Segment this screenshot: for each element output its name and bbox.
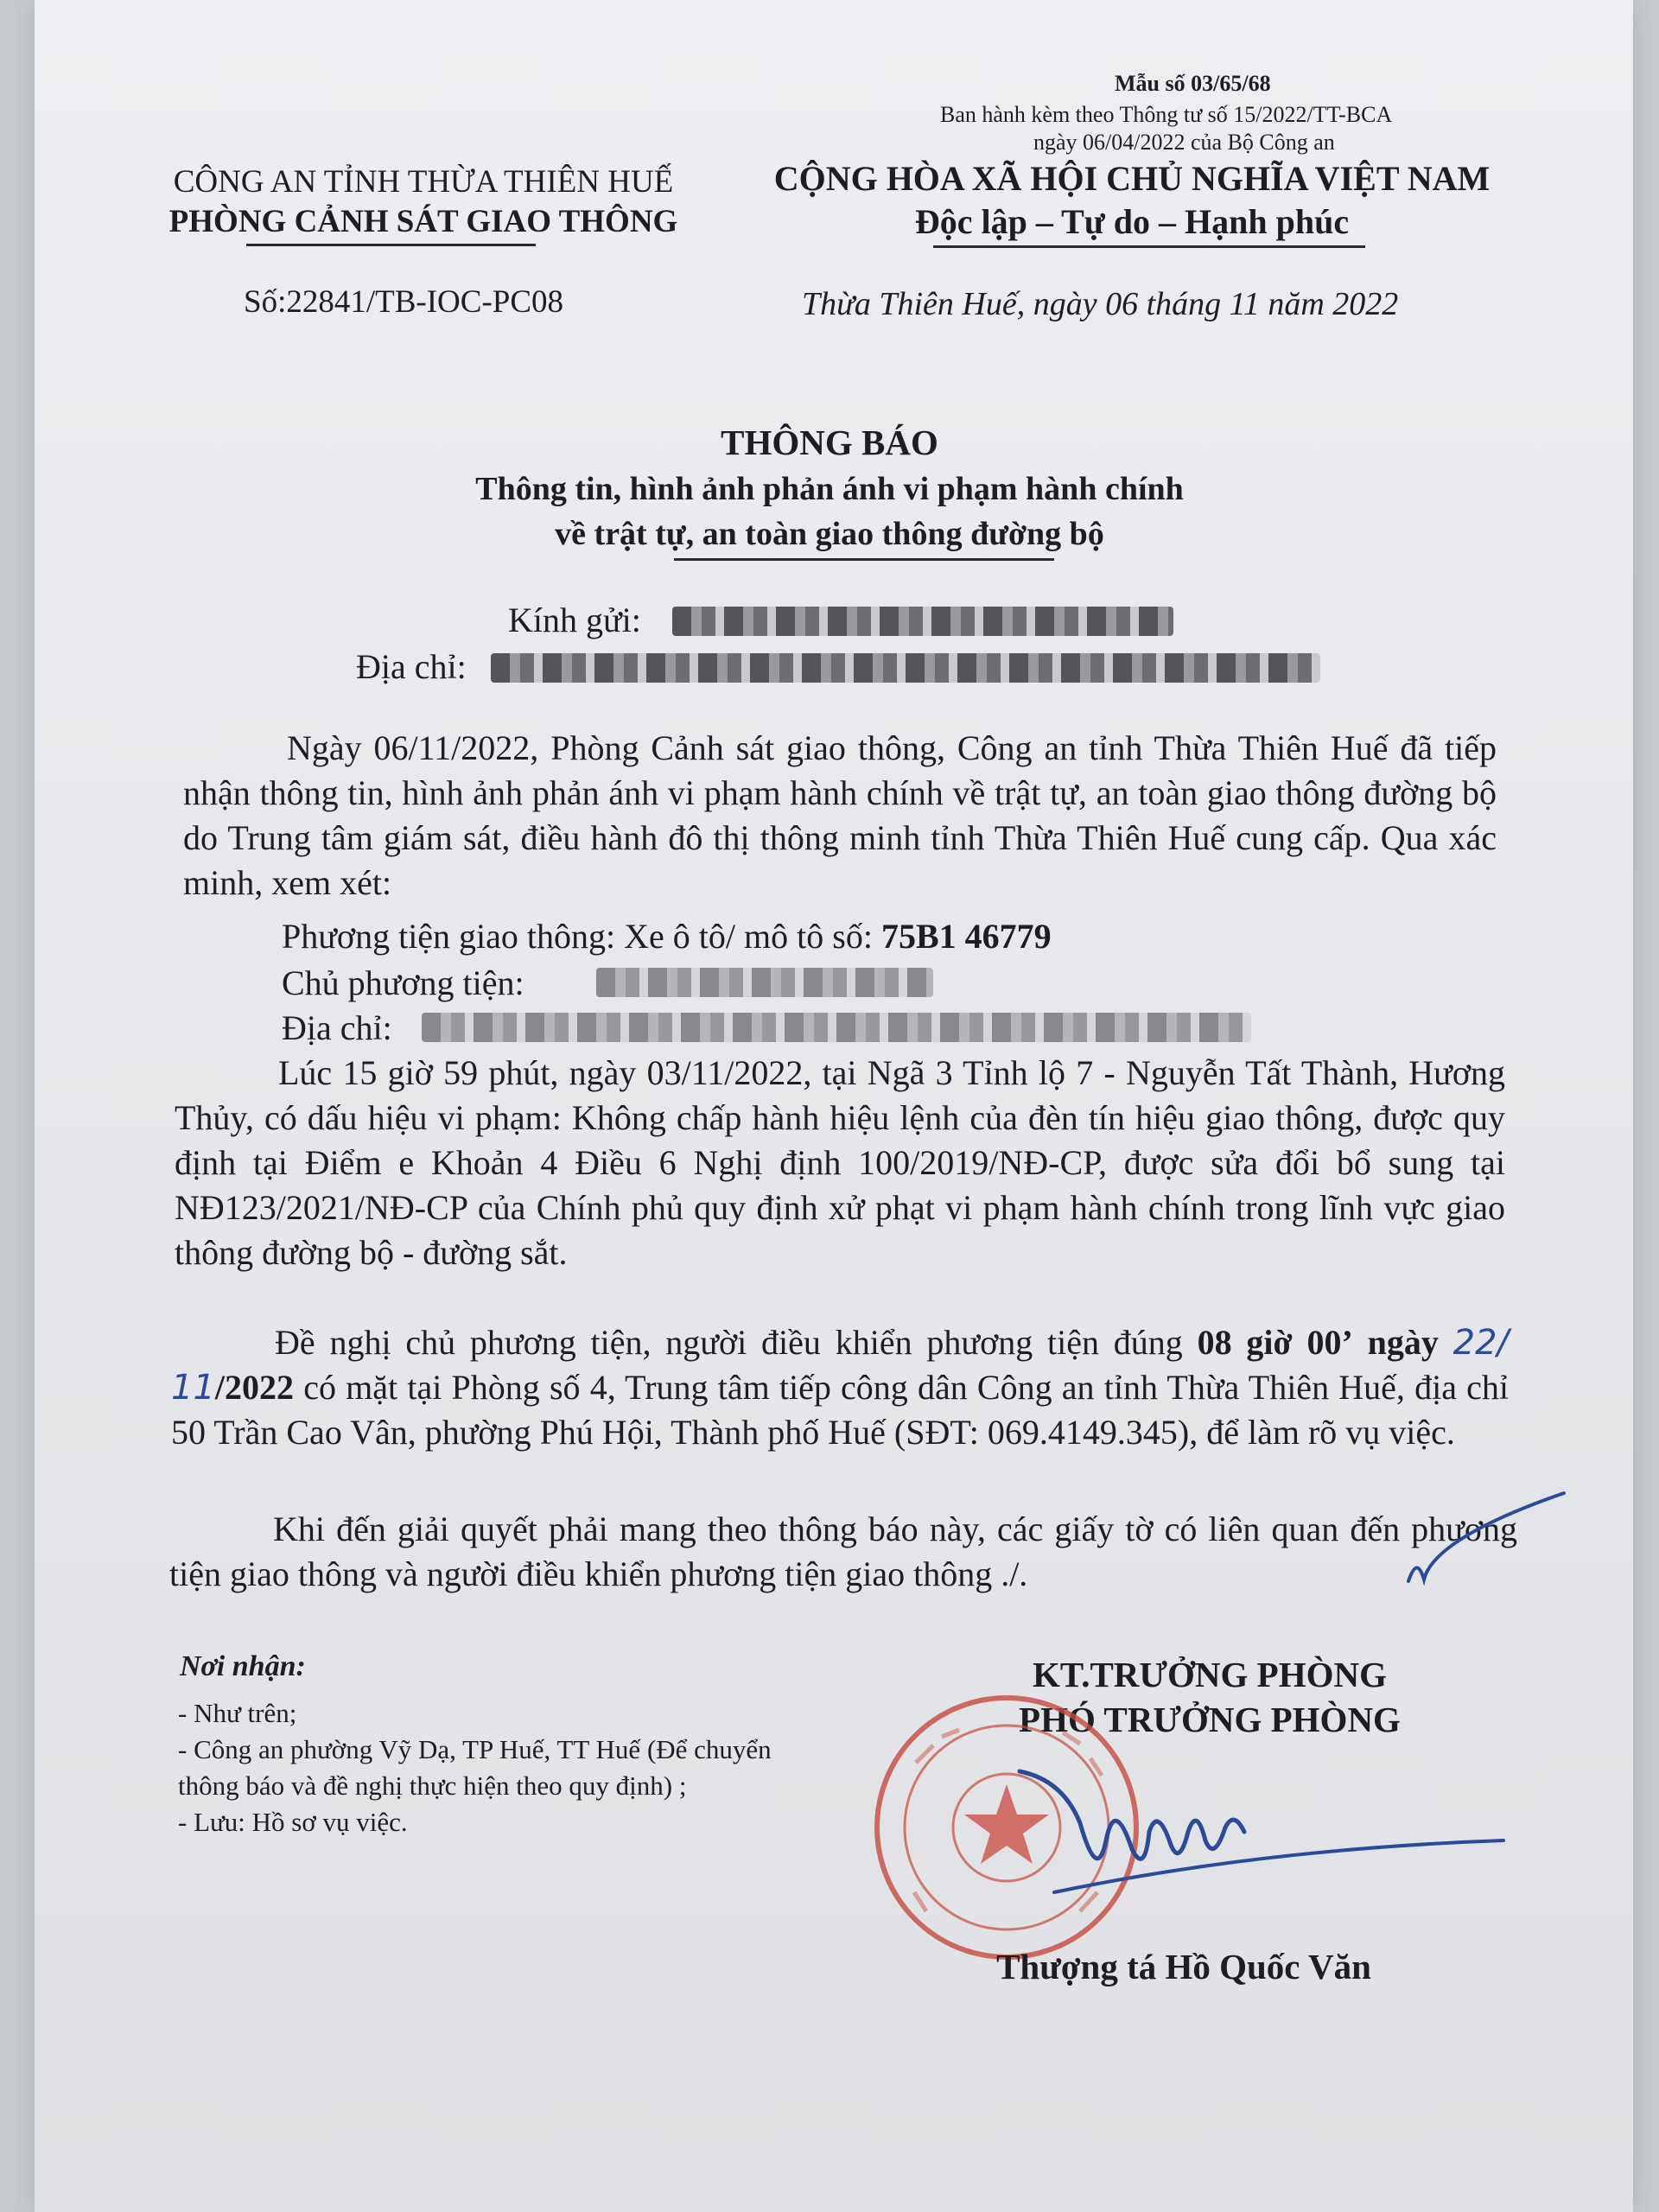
summons-intro: Đề nghị chủ phương tiện, người điều khiển phương tiện đúng [275,1323,1183,1362]
paragraph-requirements [169,1507,1517,1597]
summons-day-label: ngày [1367,1323,1439,1362]
document-number: Số:22841/TB-IOC-PC08 [244,284,564,320]
form-note-line-2: ngày 06/04/2022 của Bộ Công an [1033,130,1335,155]
redacted-owner-address [422,1013,1251,1042]
issuing-agency [130,162,717,242]
handwritten-date: 22/ 11 [171,1323,1510,1408]
document-subtitle [0,467,1659,556]
title-underline [674,558,1054,561]
redacted-owner-name [596,968,933,997]
summons-year: /2022 [214,1368,295,1407]
handwritten-check-mark [1382,1486,1573,1607]
national-motto: Độc lập – Tự do – Hạnh phúc [914,202,1350,241]
agency-underline [246,244,536,246]
place-and-date: Thừa Thiên Huế, ngày 06 tháng 11 năm 2022 [802,286,1399,322]
license-plate: 75B1 46779 [880,917,1052,956]
owner-label: Chủ phương tiện: [282,963,524,1002]
form-number: Mẫu số 03/65/68 [1115,71,1271,96]
national-name: CỘNG HÒA XÃ HỘI CHỦ NGHĨA VIỆT NAM [773,159,1491,198]
national-header [743,157,1521,244]
redacted-recipient-address [491,653,1320,683]
recipient-label: Kính gửi: [508,601,641,639]
owner-address-label: Địa chỉ: [282,1008,392,1047]
signer-name: Thượng tá Hồ Quốc Văn [996,1947,1371,1986]
form-note-line-1: Ban hành kèm theo Thông tư số 15/2022/TT-BCA [940,102,1393,127]
paragraph-receipt-text: Ngày 06/11/2022, Phòng Cảnh sát giao thông, Công an tỉnh Thừa Thiên Huế đã tiếp nhận thông tin, hình ảnh phản ánh vi phạm hành chính về trật tự, an toàn giao thông đường bộ do Trung tâm giám sát, điều hành đô thị thông minh tỉnh Thừa Thiên Huế cung cấp. Qua xác minh, xem xét: [183,728,1497,902]
redacted-recipient-name [672,607,1173,636]
paragraph-receipt [183,726,1497,906]
motto-underline [933,245,1365,248]
vehicle-line [282,914,1052,959]
receivers-list [178,1695,800,1840]
receiver-item: - Công an phường Vỹ Dạ, TP Huế, TT Huế (Để chuyển thông báo và đề nghị thực hiện theo quy định) ; [178,1734,772,1801]
paragraph-requirements-text: Khi đến giải quyết phải mang theo thông báo này, các giấy tờ có liên quan đến phương tiện giao thông và người điều khiển phương tiện giao thông ./. [169,1510,1517,1593]
summons-details: có mặt tại Phòng số 4, Trung tâm tiếp công dân Công an tỉnh Thừa Thiên Huế, địa chỉ 50 Trần Cao Vân, phường Phú Hội, Thành phố Huế (SĐT: 069.4149.345), để làm rõ vụ việc. [171,1368,1510,1452]
receiver-item: - Như trên; [178,1698,297,1728]
agency-department: PHÒNG CẢNH SÁT GIAO THÔNG [168,204,678,239]
recipient-address-label: Địa chỉ: [356,647,467,686]
receivers-title: Nơi nhận: [180,1650,306,1682]
paragraph-summons [171,1320,1509,1455]
paragraph-violation [175,1051,1505,1275]
vehicle-label: Phương tiện giao thông: Xe ô tô/ mô tô số: [282,917,873,956]
subtitle-line-1: Thông tin, hình ảnh phản ánh vi phạm hành chính [475,471,1184,507]
document-title: THÔNG BÁO [721,423,938,462]
summons-time: 08 giờ 00’ [1197,1323,1353,1362]
subtitle-line-2: về trật tự, an toàn giao thông đường bộ [555,516,1104,552]
agency-parent: CÔNG AN TỈNH THỪA THIÊN HUẾ [173,164,674,200]
signature-title-line-2: PHÓ TRƯỞNG PHÒNG [1019,1700,1401,1739]
signature-title-line-1: KT.TRƯỞNG PHÒNG [1033,1655,1387,1694]
handwritten-signature [1002,1745,1512,1918]
paragraph-violation-text: Lúc 15 giờ 59 phút, ngày 03/11/2022, tại Ngã 3 Tỉnh lộ 7 - Nguyễn Tất Thành, Hương Thủy, có dấu hiệu vi phạm: Không chấp hành hiệu lệnh của đèn tín hiệu giao thông, được quy định tại Điểm e Khoản 4 Điều 6 Nghị định 100/2019/NĐ-CP, được sửa đổi bổ sung tại NĐ123/2021/NĐ-CP của Chính phủ quy định xử phạt vi phạm hành chính trong lĩnh vực giao thông đường bộ - đường sắt. [175,1053,1505,1272]
receiver-item: - Lưu: Hồ sơ vụ việc. [178,1807,408,1837]
